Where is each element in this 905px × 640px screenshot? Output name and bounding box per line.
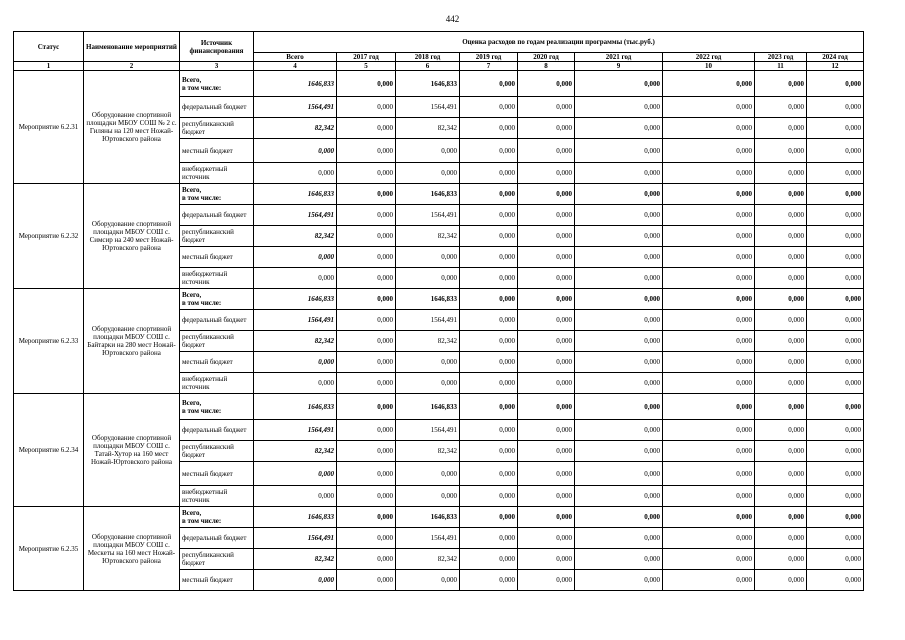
amount-total: 82,342	[254, 441, 337, 462]
header-total: Всего	[254, 53, 337, 62]
amount-year: 0,000	[755, 331, 807, 352]
column-number: 7	[460, 62, 518, 71]
funding-source: Всего, в том числе:	[180, 184, 254, 205]
funding-source: республиканский бюджет	[180, 441, 254, 462]
amount-year: 0,000	[807, 226, 864, 247]
amount-year: 0,000	[518, 570, 575, 591]
amount-year: 0,000	[337, 331, 396, 352]
amount-year: 0,000	[663, 394, 755, 420]
amount-year: 0,000	[518, 268, 575, 289]
amount-year: 0,000	[755, 528, 807, 549]
amount-total: 0,000	[254, 163, 337, 184]
amount-year: 0,000	[663, 163, 755, 184]
amount-year: 82,342	[396, 441, 460, 462]
funding-source: республиканский бюджет	[180, 331, 254, 352]
amount-year: 0,000	[460, 331, 518, 352]
amount-year: 0,000	[807, 184, 864, 205]
amount-year: 0,000	[337, 420, 396, 441]
header-estimate: Оценка расходов по годам реализации программы (тыс.руб.)	[254, 32, 864, 53]
amount-year: 0,000	[663, 331, 755, 352]
amount-year: 0,000	[575, 394, 663, 420]
total-row	[14, 394, 864, 420]
amount-year: 0,000	[575, 549, 663, 570]
amount-year: 0,000	[337, 352, 396, 373]
amount-year: 0,000	[518, 486, 575, 507]
amount-year: 0,000	[337, 394, 396, 420]
amount-year: 0,000	[396, 373, 460, 394]
amount-year: 0,000	[460, 420, 518, 441]
column-number: 9	[575, 62, 663, 71]
column-number: 5	[337, 62, 396, 71]
header-name: Наименование мероприятий	[84, 32, 180, 62]
amount-year: 0,000	[337, 205, 396, 226]
amount-year: 0,000	[663, 71, 755, 97]
activity-name: Оборудование спортивной площадки МБОУ СОШ с. Мескеты на 160 мест Ножай-Юртовского района	[84, 507, 180, 591]
amount-year: 0,000	[460, 97, 518, 118]
amount-year: 0,000	[575, 71, 663, 97]
amount-year: 0,000	[575, 226, 663, 247]
amount-year: 1564,491	[396, 420, 460, 441]
amount-year: 0,000	[518, 118, 575, 139]
amount-year: 0,000	[807, 352, 864, 373]
amount-year: 0,000	[518, 441, 575, 462]
amount-year: 1564,491	[396, 310, 460, 331]
amount-year: 0,000	[755, 247, 807, 268]
amount-year: 0,000	[460, 71, 518, 97]
amount-year: 0,000	[755, 289, 807, 310]
amount-total: 0,000	[254, 462, 337, 486]
amount-year: 1646,833	[396, 394, 460, 420]
column-number: 11	[755, 62, 807, 71]
amount-year: 0,000	[807, 247, 864, 268]
amount-year: 0,000	[460, 268, 518, 289]
amount-year: 0,000	[575, 352, 663, 373]
amount-year: 0,000	[518, 373, 575, 394]
amount-total: 0,000	[254, 373, 337, 394]
amount-year: 0,000	[807, 163, 864, 184]
header-year: 2019 год	[460, 53, 518, 62]
amount-total: 82,342	[254, 118, 337, 139]
activity-name: Оборудование спортивной площадки МБОУ СОШ № 2 с. Гиляны на 120 мест Ножай-Юртовского района	[84, 71, 180, 184]
amount-year: 0,000	[755, 486, 807, 507]
amount-year: 0,000	[575, 528, 663, 549]
amount-year: 0,000	[575, 247, 663, 268]
amount-year: 0,000	[575, 118, 663, 139]
amount-year: 0,000	[807, 528, 864, 549]
amount-year: 0,000	[460, 139, 518, 163]
funding-source: местный бюджет	[180, 139, 254, 163]
amount-year: 0,000	[575, 163, 663, 184]
funding-source: местный бюджет	[180, 352, 254, 373]
amount-year: 0,000	[807, 268, 864, 289]
funding-source: местный бюджет	[180, 570, 254, 591]
amount-year: 82,342	[396, 226, 460, 247]
amount-year: 0,000	[337, 226, 396, 247]
funding-source: Всего, в том числе:	[180, 289, 254, 310]
header-source: Источник финансирования	[180, 32, 254, 62]
amount-total: 0,000	[254, 352, 337, 373]
amount-year: 1564,491	[396, 97, 460, 118]
amount-year: 0,000	[337, 139, 396, 163]
expense-table	[13, 31, 864, 591]
header-year: 2017 год	[337, 53, 396, 62]
amount-year: 0,000	[755, 226, 807, 247]
amount-year: 0,000	[663, 139, 755, 163]
amount-year: 0,000	[337, 163, 396, 184]
amount-year: 0,000	[337, 268, 396, 289]
funding-source: республиканский бюджет	[180, 549, 254, 570]
amount-year: 0,000	[396, 352, 460, 373]
amount-year: 0,000	[396, 139, 460, 163]
amount-year: 0,000	[575, 441, 663, 462]
amount-year: 0,000	[575, 373, 663, 394]
amount-year: 0,000	[460, 184, 518, 205]
activity-status: Мероприятие 6.2.32	[14, 184, 84, 289]
amount-year: 0,000	[663, 486, 755, 507]
total-row	[14, 71, 864, 97]
amount-year: 0,000	[518, 549, 575, 570]
amount-year: 0,000	[575, 462, 663, 486]
amount-year: 0,000	[460, 310, 518, 331]
amount-year: 0,000	[337, 441, 396, 462]
amount-year: 0,000	[337, 507, 396, 528]
funding-source: федеральный бюджет	[180, 528, 254, 549]
amount-year: 1564,491	[396, 205, 460, 226]
amount-year: 0,000	[807, 507, 864, 528]
amount-year: 0,000	[518, 247, 575, 268]
amount-year: 82,342	[396, 549, 460, 570]
amount-year: 0,000	[575, 486, 663, 507]
amount-year: 0,000	[807, 549, 864, 570]
total-row	[14, 184, 864, 205]
activity-status: Мероприятие 6.2.34	[14, 394, 84, 507]
funding-source: внебюджетный источник	[180, 373, 254, 394]
funding-source: внебюджетный источник	[180, 268, 254, 289]
amount-year: 0,000	[755, 373, 807, 394]
amount-year: 0,000	[575, 420, 663, 441]
amount-year: 0,000	[663, 226, 755, 247]
amount-year: 1646,833	[396, 289, 460, 310]
amount-year: 0,000	[755, 507, 807, 528]
amount-year: 0,000	[518, 420, 575, 441]
amount-year: 0,000	[460, 163, 518, 184]
amount-year: 0,000	[460, 205, 518, 226]
amount-year: 0,000	[460, 352, 518, 373]
amount-year: 0,000	[396, 462, 460, 486]
amount-year: 0,000	[807, 310, 864, 331]
amount-year: 0,000	[518, 331, 575, 352]
amount-total: 1564,491	[254, 205, 337, 226]
amount-year: 0,000	[755, 268, 807, 289]
amount-year: 0,000	[460, 118, 518, 139]
amount-year: 0,000	[460, 373, 518, 394]
activity-name: Оборудование спортивной площадки МБОУ СОШ с. Татай-Хутор на 160 мест Ножай-Юртовского района	[84, 394, 180, 507]
amount-year: 0,000	[575, 184, 663, 205]
amount-year: 0,000	[518, 71, 575, 97]
amount-year: 0,000	[807, 570, 864, 591]
amount-year: 0,000	[663, 420, 755, 441]
amount-year: 0,000	[807, 373, 864, 394]
amount-year: 0,000	[755, 462, 807, 486]
amount-total: 1646,833	[254, 507, 337, 528]
header-year: 2018 год	[396, 53, 460, 62]
amount-year: 0,000	[755, 205, 807, 226]
activity-status: Мероприятие 6.2.31	[14, 71, 84, 184]
amount-total: 1564,491	[254, 97, 337, 118]
amount-year: 0,000	[807, 462, 864, 486]
amount-year: 0,000	[518, 352, 575, 373]
funding-source: федеральный бюджет	[180, 205, 254, 226]
amount-year: 0,000	[663, 289, 755, 310]
amount-year: 0,000	[337, 486, 396, 507]
funding-source: федеральный бюджет	[180, 310, 254, 331]
amount-year: 1646,833	[396, 71, 460, 97]
amount-year: 0,000	[755, 118, 807, 139]
funding-source: местный бюджет	[180, 247, 254, 268]
amount-year: 0,000	[460, 462, 518, 486]
column-number: 8	[518, 62, 575, 71]
column-number: 1	[14, 62, 84, 71]
amount-year: 0,000	[337, 184, 396, 205]
amount-year: 0,000	[663, 373, 755, 394]
funding-source: внебюджетный источник	[180, 163, 254, 184]
amount-year: 0,000	[337, 462, 396, 486]
amount-year: 0,000	[460, 394, 518, 420]
amount-year: 0,000	[663, 528, 755, 549]
amount-year: 0,000	[663, 268, 755, 289]
amount-year: 0,000	[575, 205, 663, 226]
amount-year: 0,000	[807, 289, 864, 310]
amount-year: 0,000	[755, 441, 807, 462]
amount-total: 0,000	[254, 486, 337, 507]
amount-year: 0,000	[460, 507, 518, 528]
amount-total: 1564,491	[254, 528, 337, 549]
amount-year: 0,000	[460, 486, 518, 507]
amount-year: 0,000	[663, 441, 755, 462]
amount-year: 0,000	[663, 549, 755, 570]
amount-year: 0,000	[337, 97, 396, 118]
page-number: 442	[445, 14, 460, 24]
amount-year: 0,000	[807, 97, 864, 118]
funding-source: внебюджетный источник	[180, 486, 254, 507]
funding-source: местный бюджет	[180, 462, 254, 486]
amount-year: 0,000	[807, 118, 864, 139]
header-year: 2021 год	[575, 53, 663, 62]
funding-source: Всего, в том числе:	[180, 394, 254, 420]
amount-year: 0,000	[575, 97, 663, 118]
amount-total: 1646,833	[254, 289, 337, 310]
activity-status: Мероприятие 6.2.33	[14, 289, 84, 394]
amount-year: 0,000	[755, 570, 807, 591]
page-bottom-margin	[13, 596, 863, 640]
amount-year: 0,000	[755, 163, 807, 184]
amount-year: 0,000	[518, 507, 575, 528]
amount-year: 0,000	[518, 394, 575, 420]
amount-year: 0,000	[663, 118, 755, 139]
amount-total: 1646,833	[254, 71, 337, 97]
amount-year: 0,000	[663, 570, 755, 591]
amount-year: 0,000	[518, 462, 575, 486]
amount-year: 0,000	[518, 289, 575, 310]
header-year: 2022 год	[663, 53, 755, 62]
amount-year: 0,000	[337, 373, 396, 394]
amount-total: 0,000	[254, 139, 337, 163]
amount-year: 0,000	[663, 310, 755, 331]
amount-year: 0,000	[337, 247, 396, 268]
total-row	[14, 507, 864, 528]
amount-year: 0,000	[518, 528, 575, 549]
amount-year: 0,000	[396, 268, 460, 289]
amount-year: 0,000	[807, 394, 864, 420]
amount-total: 1646,833	[254, 394, 337, 420]
amount-year: 0,000	[575, 268, 663, 289]
amount-year: 0,000	[663, 184, 755, 205]
column-number: 3	[180, 62, 254, 71]
amount-year: 0,000	[663, 97, 755, 118]
header-year: 2024 год	[807, 53, 864, 62]
amount-year: 0,000	[337, 71, 396, 97]
amount-year: 0,000	[807, 205, 864, 226]
amount-year: 0,000	[460, 441, 518, 462]
amount-year: 0,000	[337, 570, 396, 591]
activity-name: Оборудование спортивной площадки МБОУ СОШ с. Байтарки на 280 мест Ножай-Юртовского района	[84, 289, 180, 394]
funding-source: федеральный бюджет	[180, 420, 254, 441]
activity-status: Мероприятие 6.2.35	[14, 507, 84, 591]
amount-total: 0,000	[254, 268, 337, 289]
amount-year: 0,000	[807, 331, 864, 352]
column-number: 4	[254, 62, 337, 71]
amount-year: 0,000	[337, 528, 396, 549]
amount-year: 0,000	[755, 420, 807, 441]
amount-year: 0,000	[755, 394, 807, 420]
amount-year: 0,000	[518, 184, 575, 205]
amount-year: 0,000	[396, 247, 460, 268]
amount-year: 0,000	[518, 310, 575, 331]
amount-year: 0,000	[755, 97, 807, 118]
amount-total: 1564,491	[254, 420, 337, 441]
total-row	[14, 289, 864, 310]
column-number: 2	[84, 62, 180, 71]
amount-year: 0,000	[518, 163, 575, 184]
header-status: Статус	[14, 32, 84, 62]
activity-name: Оборудование спортивной площадки МБОУ СОШ с. Симсир на 240 мест Ножай-Юртовского района	[84, 184, 180, 289]
funding-source: Всего, в том числе:	[180, 71, 254, 97]
amount-year: 1564,491	[396, 528, 460, 549]
amount-total: 1646,833	[254, 184, 337, 205]
amount-year: 0,000	[755, 184, 807, 205]
column-number: 10	[663, 62, 755, 71]
amount-year: 0,000	[575, 139, 663, 163]
amount-year: 0,000	[518, 139, 575, 163]
amount-year: 0,000	[575, 570, 663, 591]
amount-year: 0,000	[460, 528, 518, 549]
amount-year: 0,000	[337, 310, 396, 331]
amount-year: 0,000	[755, 71, 807, 97]
amount-year: 0,000	[460, 226, 518, 247]
amount-year: 0,000	[807, 139, 864, 163]
funding-source: Всего, в том числе:	[180, 507, 254, 528]
amount-year: 0,000	[460, 289, 518, 310]
amount-year: 0,000	[337, 118, 396, 139]
amount-year: 0,000	[460, 549, 518, 570]
amount-year: 0,000	[575, 507, 663, 528]
amount-year: 0,000	[663, 462, 755, 486]
amount-year: 0,000	[337, 549, 396, 570]
amount-year: 1646,833	[396, 507, 460, 528]
amount-year: 0,000	[337, 289, 396, 310]
amount-year: 0,000	[518, 226, 575, 247]
amount-year: 0,000	[807, 71, 864, 97]
amount-total: 82,342	[254, 226, 337, 247]
amount-year: 0,000	[755, 139, 807, 163]
amount-total: 0,000	[254, 570, 337, 591]
funding-source: федеральный бюджет	[180, 97, 254, 118]
amount-total: 0,000	[254, 247, 337, 268]
amount-year: 0,000	[575, 331, 663, 352]
amount-year: 0,000	[460, 247, 518, 268]
amount-year: 0,000	[396, 486, 460, 507]
amount-total: 82,342	[254, 549, 337, 570]
amount-year: 0,000	[755, 352, 807, 373]
column-numbers-row	[14, 62, 864, 71]
amount-year: 0,000	[396, 570, 460, 591]
header-year: 2023 год	[755, 53, 807, 62]
column-number: 12	[807, 62, 864, 71]
amount-year: 82,342	[396, 331, 460, 352]
amount-year: 1646,833	[396, 184, 460, 205]
amount-year: 0,000	[807, 420, 864, 441]
amount-year: 0,000	[663, 507, 755, 528]
amount-year: 0,000	[460, 570, 518, 591]
amount-year: 0,000	[807, 441, 864, 462]
amount-year: 0,000	[755, 549, 807, 570]
header-year: 2020 год	[518, 53, 575, 62]
funding-source: республиканский бюджет	[180, 118, 254, 139]
amount-year: 0,000	[518, 205, 575, 226]
table-body	[14, 71, 864, 591]
amount-year: 0,000	[663, 352, 755, 373]
amount-year: 0,000	[575, 310, 663, 331]
amount-year: 0,000	[396, 163, 460, 184]
amount-year: 0,000	[518, 97, 575, 118]
amount-total: 1564,491	[254, 310, 337, 331]
amount-year: 0,000	[755, 310, 807, 331]
amount-year: 0,000	[663, 247, 755, 268]
funding-source: республиканский бюджет	[180, 226, 254, 247]
amount-year: 0,000	[575, 289, 663, 310]
amount-year: 82,342	[396, 118, 460, 139]
column-number: 6	[396, 62, 460, 71]
amount-year: 0,000	[807, 486, 864, 507]
amount-year: 0,000	[663, 205, 755, 226]
amount-total: 82,342	[254, 331, 337, 352]
